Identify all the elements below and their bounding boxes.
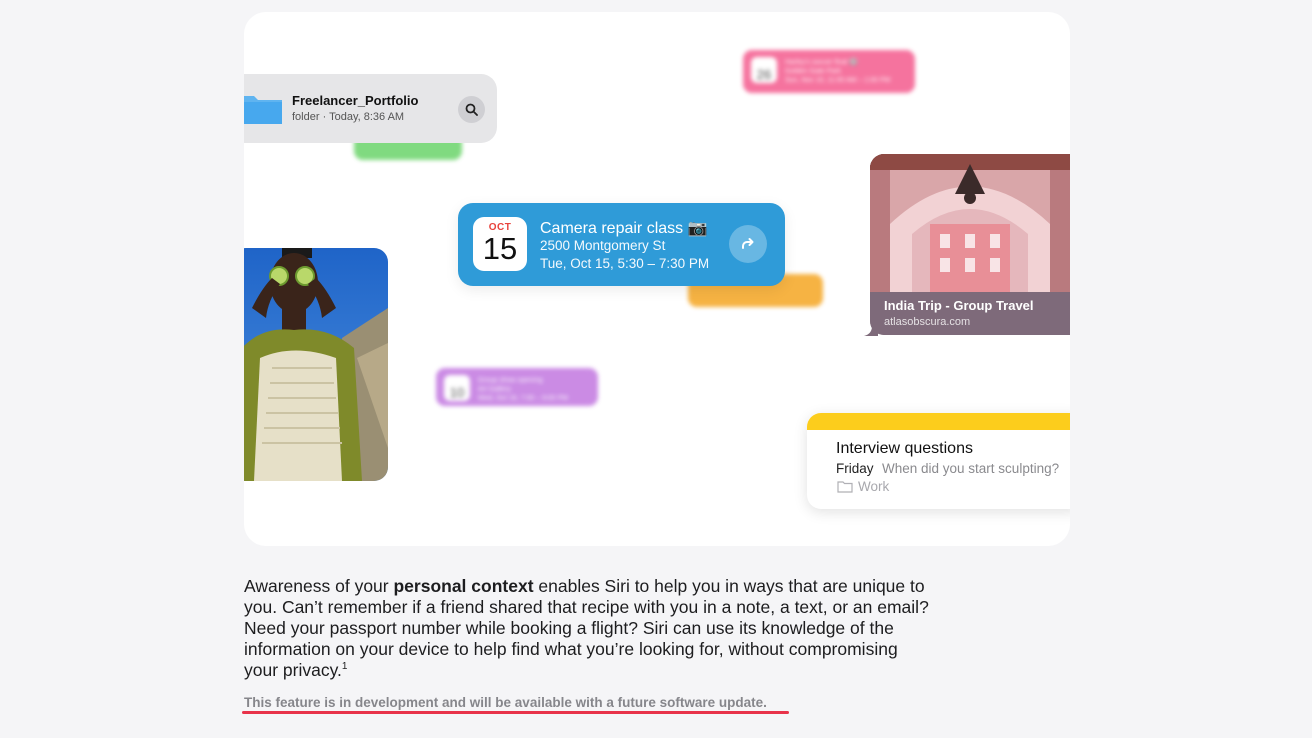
calendar-day: 15 [482, 231, 518, 266]
travel-photo [870, 154, 1070, 292]
red-underline-annotation [242, 711, 789, 714]
body-text-bold: personal context [393, 576, 534, 596]
link-title: India Trip - Group Travel [884, 298, 1034, 313]
blurred-time: Wed, Oct 16, 7:00 – 9:00 PM [478, 395, 569, 402]
note-preview: When did you start sculpting? [882, 461, 1060, 476]
note-card[interactable] [807, 413, 1070, 509]
event-time: Tue, Oct 15, 5:30 – 7:30 PM [540, 256, 710, 271]
blurred-location: Art Gallery [478, 386, 512, 393]
note-accent-bar [807, 413, 1070, 430]
calendar-event-card [458, 203, 785, 286]
folder-icon [837, 480, 853, 493]
note-title: Interview questions [836, 440, 973, 457]
folder-title: Freelancer_Portfolio [292, 93, 419, 108]
blurred-title: Harley's soccer final ⚽ [785, 59, 859, 66]
body-paragraph [244, 576, 934, 681]
note-folder-label: Work [858, 479, 890, 494]
folder-search-result [244, 74, 497, 143]
folder-icon [244, 90, 282, 128]
blurred-location: Golden Gate Park [785, 68, 842, 75]
portrait-photo [244, 248, 388, 481]
event-address: 2500 Montgomery St [540, 238, 666, 253]
share-icon[interactable] [729, 225, 767, 263]
blurred-calendar-notification [436, 368, 598, 406]
calendar-month: OCT [488, 222, 512, 233]
blurred-title: Group show opening [478, 377, 543, 384]
search-icon[interactable] [458, 96, 485, 123]
blurred-time: Sun, Nov 10, 11:00 AM – 1:00 PM [785, 77, 891, 84]
note-date: Friday [836, 461, 874, 476]
link-domain: atlasobscura.com [884, 316, 971, 328]
link-caption [870, 292, 1070, 335]
folder-subtitle: folder · Today, 8:36 AM [292, 111, 405, 123]
development-disclaimer: This feature is in development and will be available with a future software update. [244, 695, 767, 710]
body-text-part1: Awareness of your [244, 576, 394, 596]
calendar-icon [473, 217, 527, 271]
hero-image [244, 12, 1070, 546]
blurred-calendar-notification [743, 50, 915, 93]
event-title: Camera repair class 📷 [540, 220, 708, 237]
calendar-icon: 10 [444, 375, 470, 401]
footnote-link[interactable]: 1 [341, 661, 348, 673]
link-preview-card[interactable] [870, 154, 1070, 335]
calendar-icon: 26 [751, 57, 777, 83]
body-text-part2: enables Siri to help you in ways that are unique to you. Can’t remember if a friend shared that recipe with you in a note, a text, or an email? Need your passport number while booking a flight? Siri can use its knowledge of the information on your device to help find what you’re looking for, without compromising your privacy. [244, 576, 929, 680]
message-bubble-tail [864, 326, 878, 336]
